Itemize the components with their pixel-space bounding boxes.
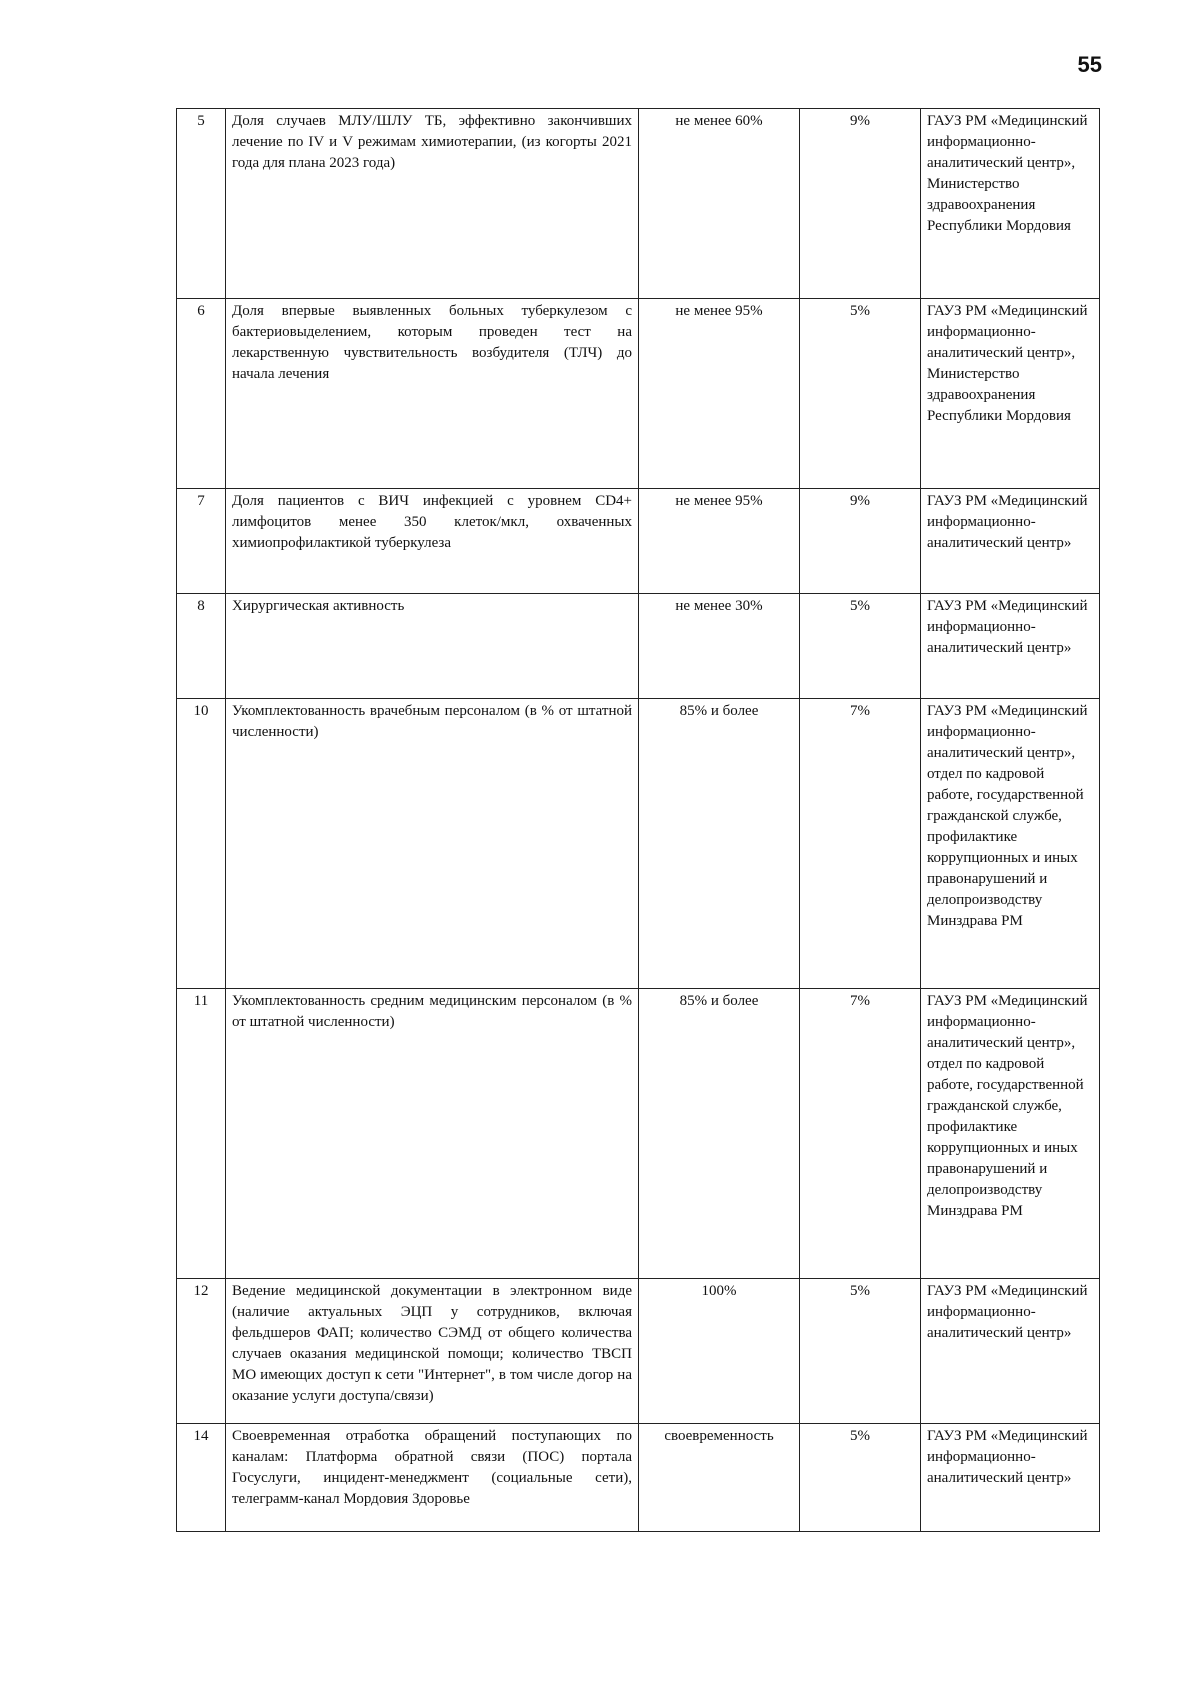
row-number: 6 [177, 299, 226, 489]
row-number: 11 [177, 989, 226, 1279]
indicator-cell: Укомплектованность средним медицинским персоналом (в % от штатной численности) [226, 989, 639, 1279]
row-number: 8 [177, 594, 226, 699]
weight-cell: 5% [800, 1279, 921, 1424]
source-cell: ГАУЗ РМ «Медицинский информационно-аналитический центр», Министерство здравоохранения Республики Мордовия [921, 299, 1100, 489]
target-cell: не менее 95% [639, 489, 800, 594]
row-number: 12 [177, 1279, 226, 1424]
page-number: 55 [1077, 52, 1102, 77]
table-row [177, 109, 1100, 299]
target-cell: 85% и более [639, 699, 800, 989]
weight-cell: 7% [800, 989, 921, 1279]
source-cell: ГАУЗ РМ «Медицинский информационно-аналитический центр», отдел по кадровой работе, государственной гражданской службе, профилактике коррупционных и иных правонарушений и делопроизводству Минздрава РМ [921, 699, 1100, 989]
table-row [177, 989, 1100, 1279]
table-row [177, 594, 1100, 699]
table-row [177, 1424, 1100, 1532]
weight-cell: 9% [800, 489, 921, 594]
target-cell: своевременность [639, 1424, 800, 1532]
weight-cell: 7% [800, 699, 921, 989]
indicator-cell: Доля впервые выявленных больных туберкулезом с бактериовыделением, которым проведен тест на лекарственную чувствительность возбудителя (ТЛЧ) до начала лечения [226, 299, 639, 489]
indicator-cell: Доля пациентов с ВИЧ инфекцией с уровнем CD4+ лимфоцитов менее 350 клеток/мкл, охваченных химиопрофилактикой туберкулеза [226, 489, 639, 594]
indicators-table [176, 108, 1100, 1532]
indicator-cell: Своевременная отработка обращений поступающих по каналам: Платформа обратной связи (ПОС) портала Госуслуги, инцидент-менеджмент (социальные сети), телеграмм-канал Мордовия Здоровье [226, 1424, 639, 1532]
table-row [177, 1279, 1100, 1424]
weight-cell: 5% [800, 594, 921, 699]
weight-cell: 5% [800, 299, 921, 489]
indicator-cell: Доля случаев МЛУ/ШЛУ ТБ, эффективно закончивших лечение по IV и V режимам химиотерапии, (из когорты 2021 года для плана 2023 года) [226, 109, 639, 299]
target-cell: не менее 60% [639, 109, 800, 299]
source-cell: ГАУЗ РМ «Медицинский информационно-аналитический центр» [921, 1424, 1100, 1532]
indicator-cell: Хирургическая активность [226, 594, 639, 699]
indicator-cell: Укомплектованность врачебным персоналом (в % от штатной численности) [226, 699, 639, 989]
row-number: 7 [177, 489, 226, 594]
target-cell: 85% и более [639, 989, 800, 1279]
target-cell: не менее 95% [639, 299, 800, 489]
table-row [177, 299, 1100, 489]
source-cell: ГАУЗ РМ «Медицинский информационно-аналитический центр», Министерство здравоохранения Республики Мордовия [921, 109, 1100, 299]
indicator-cell: Ведение медицинской документации в электронном виде (наличие актуальных ЭЦП у сотрудников, включая фельдшеров ФАП; количество СЭМД от общего количества случаев оказания медицинской помощи; количество ТВСП МО имеющих доступ к сети "Интернет", в том числе догор на оказание услуги доступа/связи) [226, 1279, 639, 1424]
row-number: 10 [177, 699, 226, 989]
source-cell: ГАУЗ РМ «Медицинский информационно-аналитический центр» [921, 594, 1100, 699]
source-cell: ГАУЗ РМ «Медицинский информационно-аналитический центр» [921, 1279, 1100, 1424]
row-number: 14 [177, 1424, 226, 1532]
row-number: 5 [177, 109, 226, 299]
weight-cell: 5% [800, 1424, 921, 1532]
target-cell: 100% [639, 1279, 800, 1424]
source-cell: ГАУЗ РМ «Медицинский информационно-аналитический центр», отдел по кадровой работе, государственной гражданской службе, профилактике коррупционных и иных правонарушений и делопроизводству Минздрава РМ [921, 989, 1100, 1279]
table-row [177, 489, 1100, 594]
target-cell: не менее 30% [639, 594, 800, 699]
table-row [177, 699, 1100, 989]
source-cell: ГАУЗ РМ «Медицинский информационно-аналитический центр» [921, 489, 1100, 594]
weight-cell: 9% [800, 109, 921, 299]
